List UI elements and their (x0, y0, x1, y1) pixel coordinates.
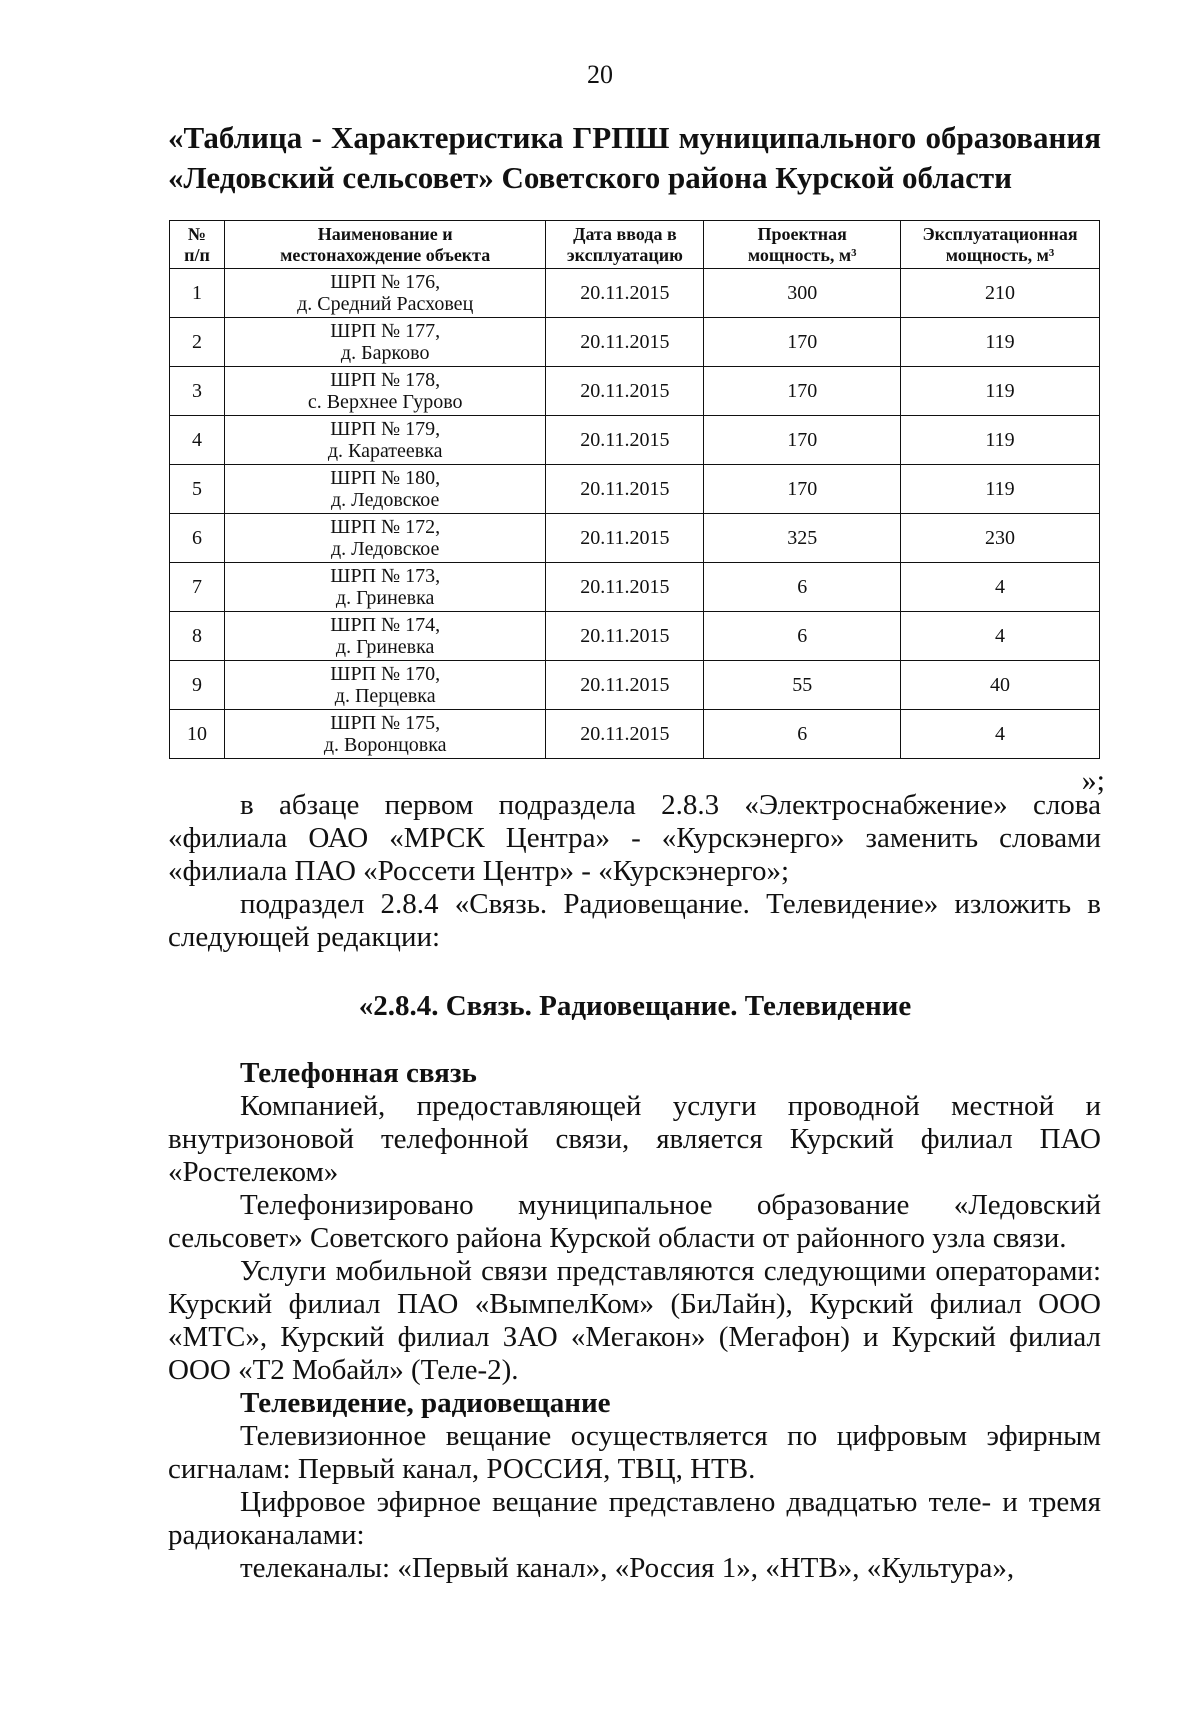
telephone-paragraph: Телефонизировано муниципальное образование «Ледовский сельсовет» Советского района Курской области от районного узла связи. (168, 1189, 1101, 1254)
cell-name-line-1: ШРП № 174, (330, 614, 441, 636)
header-name-line-1: Наименование и (317, 223, 453, 244)
header-expl-line-1: Эксплуатационная (922, 223, 1078, 244)
cell-proj: 300 (704, 269, 901, 318)
cell-num: 6 (170, 514, 225, 563)
table-row (170, 710, 1100, 759)
cell-name-line-1: ШРП № 179, (330, 418, 441, 440)
cell-expl: 230 (901, 514, 1100, 563)
table-title-line-2: «Ледовский сельсовет» Советского района Курской области (168, 160, 1012, 195)
cell-date: 20.11.2015 (546, 710, 704, 759)
amendment-paragraph: подраздел 2.8.4 «Связь. Радиовещание. Телевидение» изложить в следующей редакции: (168, 888, 1101, 953)
telephone-heading: Телефонная связь (240, 1057, 477, 1089)
cell-name-line-1: ШРП № 180, (330, 467, 441, 489)
tv-heading: Телевидение, радиовещание (240, 1387, 611, 1419)
cell-name-line-1: ШРП № 173, (330, 565, 441, 587)
table-row (170, 318, 1100, 367)
cell-name (224, 367, 546, 416)
cell-expl: 4 (901, 612, 1100, 661)
page-number: 20 (587, 60, 613, 89)
cell-name (224, 465, 546, 514)
cell-proj: 170 (704, 465, 901, 514)
cell-proj: 170 (704, 367, 901, 416)
header-project-capacity (704, 221, 901, 269)
cell-expl: 4 (901, 563, 1100, 612)
header-expl-line-2: мощность, м³ (945, 244, 1055, 265)
cell-date: 20.11.2015 (546, 563, 704, 612)
cell-expl: 119 (901, 318, 1100, 367)
table-header-row (170, 221, 1100, 269)
cell-num: 10 (170, 710, 225, 759)
closing-quote: »; (1081, 764, 1105, 797)
cell-name (224, 269, 546, 318)
tv-paragraph: телеканалы: «Первый канал», «Россия 1», «НТВ», «Культура», (240, 1552, 1015, 1584)
cell-date: 20.11.2015 (546, 269, 704, 318)
cell-date: 20.11.2015 (546, 514, 704, 563)
cell-name (224, 661, 546, 710)
telephone-paragraph: Услуги мобильной связи представляются следующими операторами: Курский филиал ПАО «ВымпелКом» (БиЛайн), Курский филиал ООО «МТС», Курский филиал ЗАО «Мегакон» (Мегафон) и Курский филиал ООО «Т2 Мобайл» (Теле-2). (168, 1255, 1101, 1386)
cell-name-line-2: д. Барково (340, 342, 430, 364)
cell-proj: 170 (704, 318, 901, 367)
cell-proj: 170 (704, 416, 901, 465)
header-num-line-2: п/п (184, 244, 210, 265)
table-row (170, 465, 1100, 514)
cell-name-line-2: д. Воронцовка (323, 734, 447, 756)
cell-name-line-2: д. Гриневка (335, 636, 435, 658)
table-row (170, 269, 1100, 318)
cell-name-line-1: ШРП № 178, (330, 369, 441, 391)
cell-expl: 40 (901, 661, 1100, 710)
cell-name (224, 416, 546, 465)
header-operating-capacity (901, 221, 1100, 269)
cell-expl: 210 (901, 269, 1100, 318)
header-date (546, 221, 704, 269)
cell-name-line-1: ШРП № 177, (330, 320, 441, 342)
cell-name-line-2: д. Перцевка (334, 685, 436, 707)
cell-name-line-2: с. Верхнее Гурово (307, 391, 463, 413)
cell-num: 9 (170, 661, 225, 710)
header-proj-line-1: Проектная (757, 223, 847, 244)
cell-date: 20.11.2015 (546, 612, 704, 661)
cell-proj: 6 (704, 710, 901, 759)
cell-name-line-1: ШРП № 176, (330, 271, 441, 293)
cell-num: 7 (170, 563, 225, 612)
tv-paragraph: Телевизионное вещание осуществляется по цифровым эфирным сигналам: Первый канал, РОССИЯ, ТВЦ, НТВ. (168, 1420, 1101, 1485)
header-name (224, 221, 546, 269)
cell-expl: 119 (901, 416, 1100, 465)
section-heading: «2.8.4. Связь. Радиовещание. Телевидение (358, 990, 912, 1022)
cell-proj: 55 (704, 661, 901, 710)
amendments-block (168, 789, 1101, 954)
cell-name (224, 612, 546, 661)
tv-paragraph: Цифровое эфирное вещание представлено двадцатью теле- и тремя радиоканалами: (168, 1486, 1101, 1551)
cell-name-line-1: ШРП № 170, (330, 663, 441, 685)
cell-date: 20.11.2015 (546, 416, 704, 465)
table-row (170, 661, 1100, 710)
cell-name-line-2: д. Каратеевка (327, 440, 443, 462)
cell-expl: 4 (901, 710, 1100, 759)
header-date-line-2: эксплуатацию (566, 244, 683, 265)
cell-name-line-2: д. Средний Расховец (297, 293, 474, 315)
header-proj-line-2: мощность, м³ (747, 244, 857, 265)
cell-date: 20.11.2015 (546, 465, 704, 514)
cell-date: 20.11.2015 (546, 661, 704, 710)
cell-proj: 6 (704, 612, 901, 661)
cell-name-line-2: д. Ледовское (330, 489, 440, 511)
cell-name-line-2: д. Гриневка (335, 587, 435, 609)
table-row (170, 514, 1100, 563)
cell-date: 20.11.2015 (546, 367, 704, 416)
cell-num: 1 (170, 269, 225, 318)
cell-num: 4 (170, 416, 225, 465)
header-date-line-1: Дата ввода в (573, 223, 677, 244)
table-title-line-1: «Таблица - Характеристика ГРПШ муниципального образования (168, 120, 1101, 155)
header-num (170, 221, 225, 269)
cell-name-line-1: ШРП № 172, (330, 516, 441, 538)
header-name-line-2: местонахождение объекта (280, 244, 491, 265)
telephone-paragraph: Компанией, предоставляющей услуги проводной местной и внутризоновой телефонной связи, является Курский филиал ПАО «Ростелеком» (168, 1090, 1101, 1188)
cell-proj: 325 (704, 514, 901, 563)
table-row (170, 367, 1100, 416)
cell-name (224, 710, 546, 759)
cell-num: 5 (170, 465, 225, 514)
table-row (170, 612, 1100, 661)
header-num-line-1: № (187, 223, 206, 244)
table-row (170, 563, 1100, 612)
cell-num: 3 (170, 367, 225, 416)
cell-name (224, 318, 546, 367)
cell-name-line-2: д. Ледовское (330, 538, 440, 560)
cell-num: 8 (170, 612, 225, 661)
grpsh-table (169, 220, 1100, 759)
cell-name-line-1: ШРП № 175, (330, 712, 441, 734)
cell-proj: 6 (704, 563, 901, 612)
cell-expl: 119 (901, 367, 1100, 416)
cell-name (224, 563, 546, 612)
cell-date: 20.11.2015 (546, 318, 704, 367)
table-title (168, 118, 1101, 198)
cell-name (224, 514, 546, 563)
cell-expl: 119 (901, 465, 1100, 514)
cell-num: 2 (170, 318, 225, 367)
table-row (170, 416, 1100, 465)
amendment-paragraph: в абзаце первом подраздела 2.8.3 «Электроснабжение» слова «филиала ОАО «МРСК Центра» - «Курскэнерго» заменить словами «филиала ПАО «Россети Центр» - «Курскэнерго»; (168, 789, 1101, 887)
section-body (168, 1057, 1101, 1585)
